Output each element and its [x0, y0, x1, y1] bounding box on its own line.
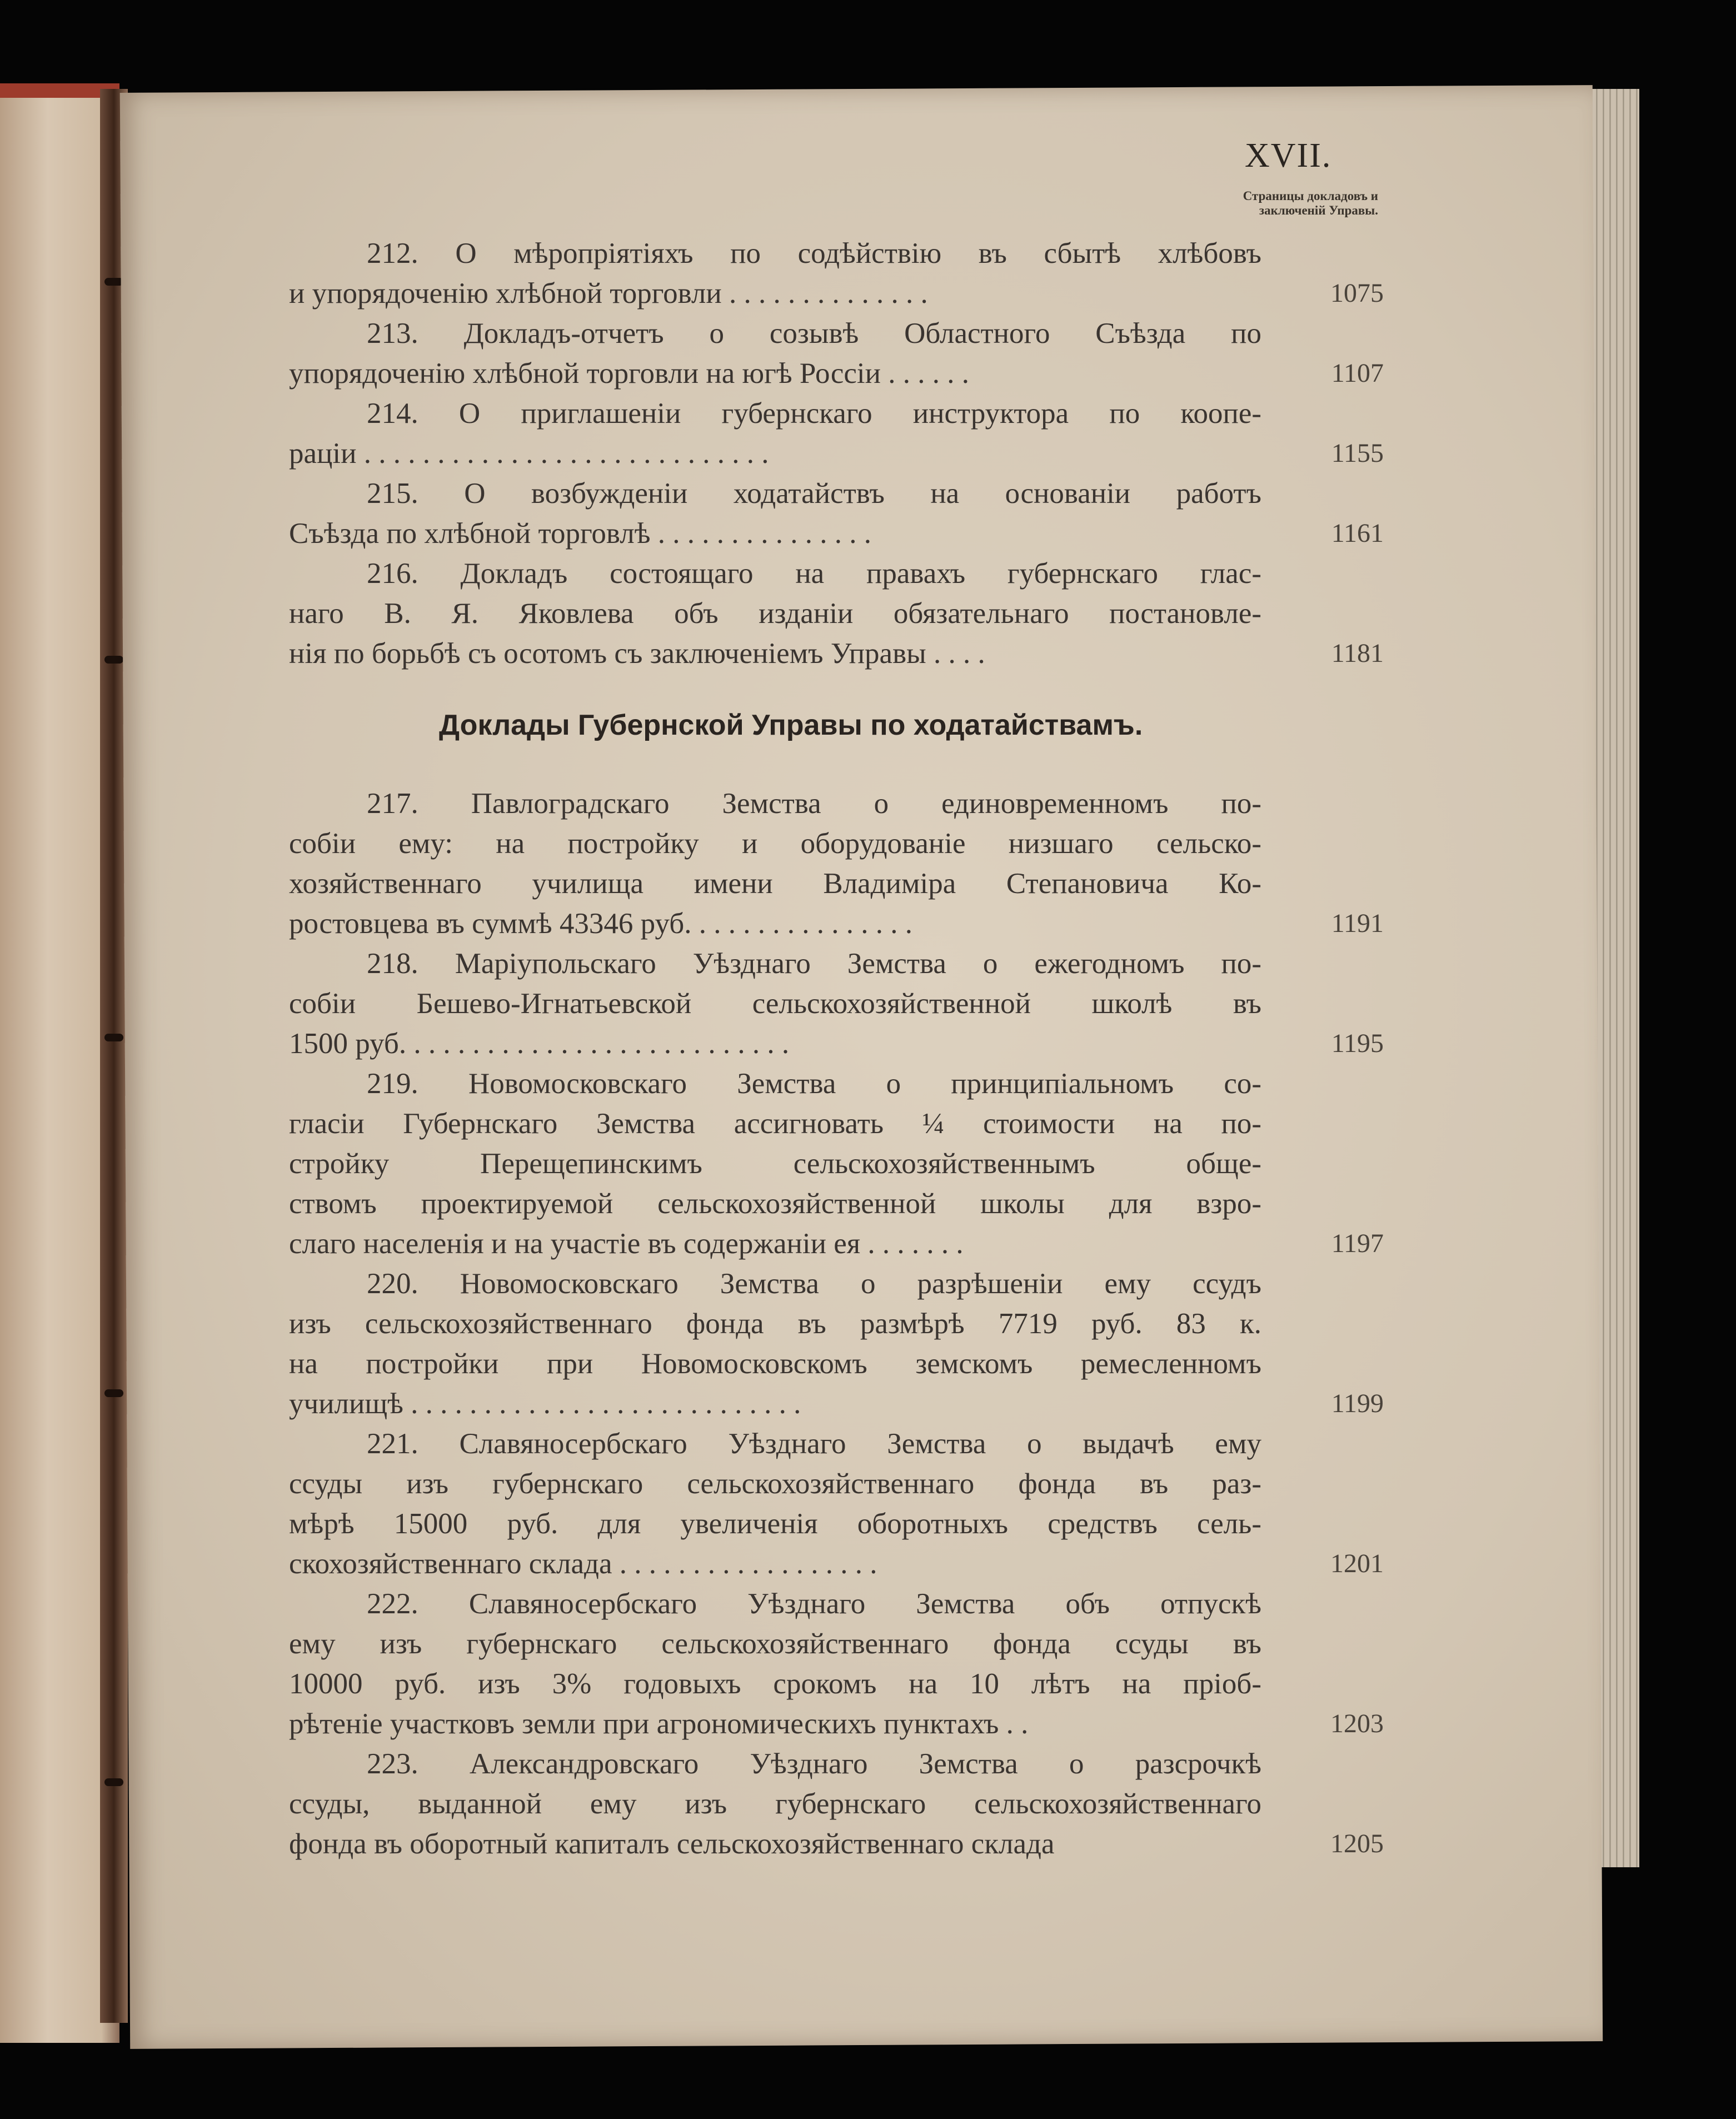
toc-page-number: 1075 [1330, 278, 1384, 308]
binding-stitch [104, 1389, 123, 1397]
toc-entry [289, 554, 1261, 674]
toc-entry [289, 1424, 1261, 1584]
toc-entry-line: и упорядоченію хлѣбной торговли . . . . . . . . . . . . . . [289, 277, 928, 310]
toc-entry-line: 219. Новомосковскаго Земства о принципіальномъ со- [367, 1068, 1261, 1100]
toc-entry-line: Съѣзда по хлѣбной торговлѣ . . . . . . . . . . . . . . . [289, 517, 871, 550]
toc-entry-line: мѣрѣ 15000 руб. для увеличенія оборотныхъ средствъ сель- [289, 1508, 1261, 1540]
toc-page-number: 1195 [1331, 1029, 1384, 1058]
toc-entry-line: гласіи Губернскаго Земства ассигновать ¼ стоимости на по- [289, 1108, 1261, 1140]
toc-page-number: 1205 [1330, 1829, 1384, 1858]
toc-entry-line: 10000 руб. изъ 3% годовыхъ срокомъ на 10 лѣтъ на пріоб- [289, 1668, 1261, 1700]
toc-entry-line: собіи ему: на постройку и оборудованіе низшаго сельско- [289, 827, 1261, 860]
toc-entry-line: ростовцева въ суммѣ 43346 руб. . . . . . . . . . . . . . . . [289, 908, 912, 940]
toc-page-number: 1155 [1331, 438, 1384, 468]
toc-entry [289, 233, 1261, 313]
toc-entry-line: слаго населенія и на участіе въ содержаніи ея . . . . . . . [289, 1228, 964, 1260]
toc-entry-line: 223. Александровскаго Уѣзднаго Земства о разсрочкѣ [367, 1748, 1261, 1780]
toc-entry-line: 220. Новомосковскаго Земства о разрѣшеніи ему ссудъ [367, 1268, 1261, 1300]
toc-entry-line: изъ сельскохозяйственнаго фонда въ размѣрѣ 7719 руб. 83 к. [289, 1308, 1261, 1340]
column-heading [1145, 189, 1378, 218]
section-title: Доклады Губернской Управы по ходатайствамъ. [439, 709, 1143, 741]
toc-entry-line: 218. Маріупольскаго Уѣзднаго Земства о ежегодномъ по- [367, 948, 1261, 980]
toc-entry [289, 1064, 1261, 1264]
toc-entry-line: ссуды изъ губернскаго сельскохозяйственнаго фонда въ раз- [289, 1468, 1261, 1500]
toc-entry [289, 1264, 1261, 1424]
toc-entry-line: 213. Докладъ-отчетъ о созывѣ Областного Съѣзда по [367, 317, 1261, 350]
toc-entry-line: наго В. Я. Яковлева объ изданіи обязательнаго постановле- [289, 597, 1261, 630]
toc-entry [289, 784, 1261, 944]
toc-entry-line: 216. Докладъ состоящаго на правахъ губернскаго глас- [367, 557, 1261, 590]
toc-entry [289, 473, 1261, 554]
toc-entry-line: скохозяйственнаго склада . . . . . . . . . . . . . . . . . . [289, 1548, 877, 1580]
toc-page-number: 1197 [1331, 1229, 1384, 1258]
toc-entry [289, 1744, 1261, 1864]
toc-entry-line: училищѣ . . . . . . . . . . . . . . . . . . . . . . . . . . . [289, 1388, 801, 1420]
toc-entry-line: ссуды, выданной ему изъ губернскаго сельскохозяйственнаго [289, 1788, 1261, 1820]
toc-entry-line: 215. О возбужденіи ходатайствъ на основаніи работъ [367, 477, 1261, 510]
toc-page-number: 1191 [1331, 909, 1384, 938]
toc-page-number: 1201 [1330, 1549, 1384, 1578]
toc-page-number: 1199 [1331, 1389, 1384, 1418]
toc-page-number: 1203 [1330, 1709, 1384, 1738]
binding-stitch [104, 1034, 123, 1041]
toc-entry-line: ему изъ губернскаго сельскохозяйственнаго фонда ссуды въ [289, 1628, 1261, 1660]
toc-entry-line: хозяйственнаго училища имени Владиміра Степановича Ко- [289, 867, 1261, 900]
toc-entry-line: ствомъ проектируемой сельскохозяйственной школы для взро- [289, 1188, 1261, 1220]
column-heading-line: Страницы докладовъ и [1243, 189, 1378, 203]
page-number: XVII. [1245, 137, 1332, 174]
toc-page-number: 1181 [1331, 639, 1384, 668]
column-heading-line: заключеній Управы. [1259, 203, 1378, 217]
binding-stitch [104, 656, 123, 664]
toc-entry-line: на постройки при Новомосковскомъ земскомъ ремесленномъ [289, 1348, 1261, 1380]
toc-entry-line: 212. О мѣропріятіяхъ по содѣйствію въ сбытѣ хлѣбовъ [367, 237, 1261, 270]
toc-entry-line: 222. Славяносербскаго Уѣзднаго Земства объ отпускѣ [367, 1588, 1261, 1620]
toc-entry-line: 214. О приглашеніи губернскаго инструктора по коопе- [367, 397, 1261, 430]
toc-entry [289, 944, 1261, 1064]
toc-page-number: 1107 [1331, 358, 1384, 388]
toc-entry-line: раціи . . . . . . . . . . . . . . . . . . . . . . . . . . . . [289, 437, 769, 470]
toc-entry-line: 1500 руб. . . . . . . . . . . . . . . . . . . . . . . . . . . [289, 1028, 790, 1060]
toc-page-number: 1161 [1331, 518, 1384, 548]
toc-entry [289, 1584, 1261, 1744]
toc-entry-line: 221. Славяносербскаго Уѣзднаго Земства о выдачѣ ему [367, 1428, 1261, 1460]
toc-entry-line: 217. Павлоградскаго Земства о единовременномъ по- [367, 787, 1261, 820]
toc-entry-line: фонда въ оборотный капиталъ сельскохозяйственнаго склада [289, 1828, 1055, 1860]
binding-stitch [104, 1778, 123, 1786]
toc-entry [289, 393, 1261, 473]
toc-entry-line: стройку Перещепинскимъ сельскохозяйственнымъ обще- [289, 1148, 1261, 1180]
toc-entry-line: упорядоченію хлѣбной торговли на югѣ Россіи . . . . . . [289, 357, 969, 390]
toc-entry [289, 313, 1261, 393]
toc-entry-line: рѣтеніе участковъ земли при агрономическихъ пунктахъ . . [289, 1708, 1029, 1740]
toc-entry-line: собіи Бешево-Игнатьевской сельскохозяйственной школѣ въ [289, 988, 1261, 1020]
toc-entry-line: нія по борьбѣ съ осотомъ съ заключеніемъ Управы . . . . [289, 637, 985, 670]
